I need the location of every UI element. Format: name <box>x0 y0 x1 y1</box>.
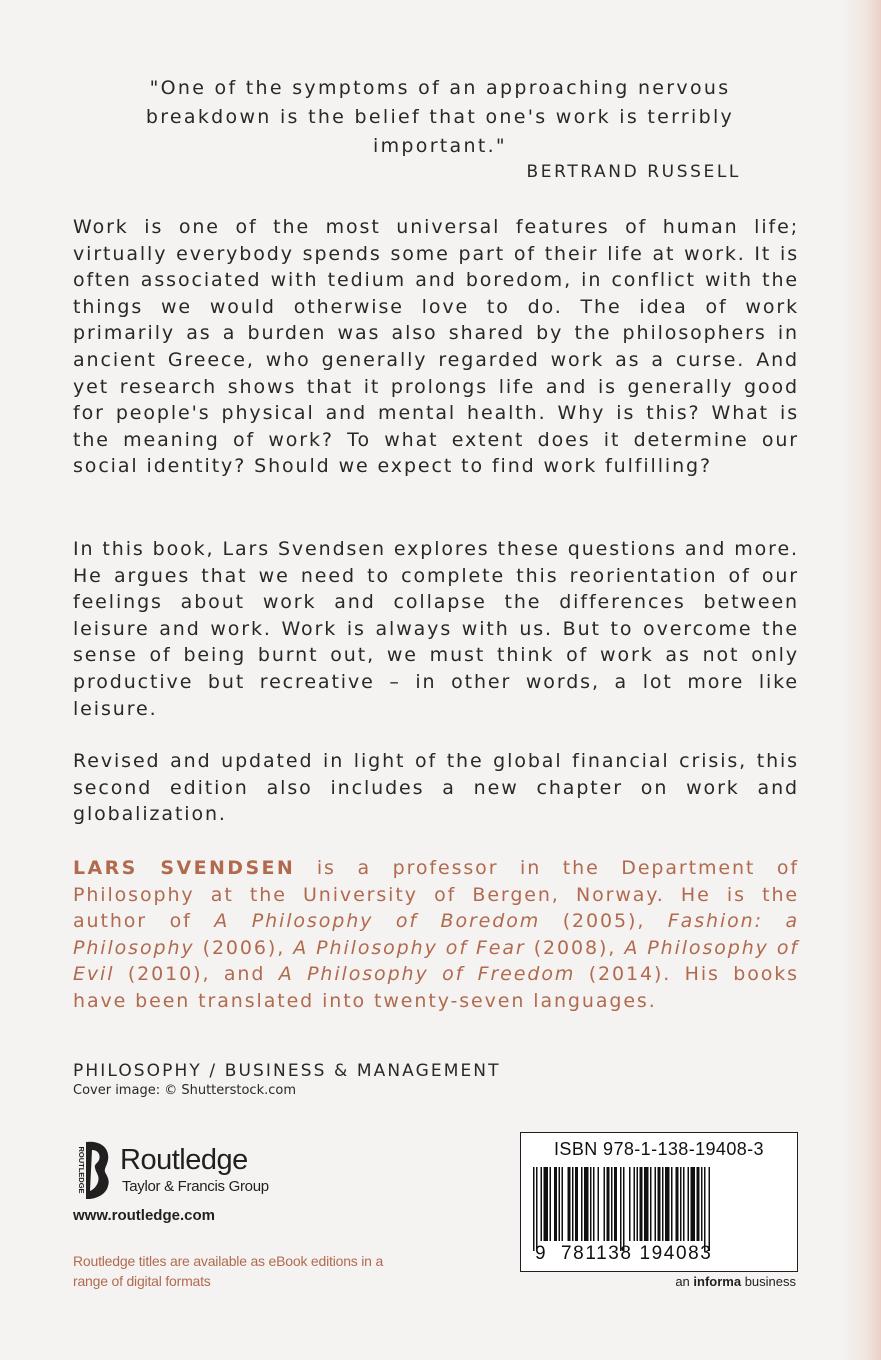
isbn-label: ISBN 978-1-138-19408-3 <box>554 1139 764 1159</box>
barcode-bar <box>671 1167 673 1241</box>
barcode-bar <box>640 1167 643 1241</box>
barcode-bar <box>701 1167 703 1241</box>
epigraph-quote: "One of the symptoms of an approaching nervous breakdown is the belief that one's work is terribly important." <box>145 77 735 157</box>
barcode-bar <box>623 1167 625 1251</box>
routledge-vertical-text: ROUTLEDGE <box>77 1146 86 1194</box>
barcode-bar <box>604 1167 606 1241</box>
barcode-bar <box>655 1167 657 1241</box>
barcode-bar <box>683 1167 685 1241</box>
informa-brand: informa <box>693 1274 742 1289</box>
barcode-bar <box>680 1167 682 1241</box>
cover-edge-glow <box>841 0 881 1360</box>
barcode-bar <box>559 1167 561 1241</box>
blurb-paragraph-2: In this book, Lars Svendsen explores these questions and more. He argues that we need to complete this reorientation of our feelings about work and collapse the differences between leisure and work. Work is always with us. But to overcome the sense of being burnt out, we must think of work as not only productive but recreative – in other words, a lot more like leisure. <box>73 538 799 720</box>
barcode-bar <box>634 1167 636 1241</box>
barcode-bar <box>709 1167 711 1251</box>
barcode-bar <box>593 1167 595 1241</box>
barcode-bar <box>575 1167 578 1241</box>
barcode-bar <box>572 1167 574 1241</box>
informa-prefix: an <box>675 1274 694 1289</box>
bio-text: is a professor in the Department of Philosophy at the University of Bergen, Norway. He is the author of <box>73 857 799 933</box>
barcode-panel <box>520 1132 798 1272</box>
bio-text: (2006), <box>194 936 294 959</box>
barcode-bar <box>550 1167 552 1241</box>
book-title: A Philosophy of Freedom <box>278 963 576 986</box>
barcode-bar <box>614 1167 617 1241</box>
barcode-bar <box>688 1167 690 1241</box>
barcode-bar <box>662 1167 664 1241</box>
author-bio <box>73 855 799 1015</box>
barcode-bar <box>650 1167 652 1241</box>
barcode-bar <box>620 1167 622 1251</box>
bio-text: (2010), and <box>114 963 279 986</box>
barcode-bar <box>611 1167 613 1241</box>
bio-text: (2014). His books have been translated into twenty-seven languages. <box>73 963 799 1012</box>
barcode-bar <box>644 1167 649 1241</box>
barcode-bar <box>598 1167 600 1241</box>
barcode-bar <box>665 1167 670 1241</box>
book-title: A Philosophy of Fear <box>293 936 526 959</box>
barcode-bar <box>676 1167 679 1241</box>
routledge-head-icon <box>70 1140 116 1200</box>
epigraph-author: BERTRAND RUSSELL <box>526 162 741 182</box>
informa-business <box>675 1274 796 1289</box>
barcode-bar <box>533 1167 535 1251</box>
author-name: LARS SVENDSEN <box>73 857 296 879</box>
publisher-group: Taylor & Francis Group <box>122 1178 269 1195</box>
barcode-bar <box>568 1167 571 1241</box>
publisher-website: www.routledge.com <box>73 1207 215 1224</box>
barcode-bar <box>607 1167 610 1241</box>
barcode-bar <box>536 1167 538 1251</box>
barcode-bar <box>697 1167 700 1241</box>
routledge-logo <box>70 1140 310 1204</box>
barcode-bar <box>562 1167 564 1241</box>
barcode-bar <box>691 1167 696 1241</box>
bio-text: (2008), <box>525 936 625 959</box>
barcode-bar <box>658 1167 661 1241</box>
publisher-name: Routledge <box>120 1144 248 1176</box>
cover-credit: Cover image: © Shutterstock.com <box>73 1083 296 1098</box>
barcode-bar <box>554 1167 557 1241</box>
book-title: Fashion: a Philosophy <box>73 910 799 959</box>
book-title: A Philosophy of Evil <box>73 936 800 986</box>
barcode-bar <box>704 1167 706 1251</box>
barcode-bar <box>541 1167 543 1241</box>
bio-text: (2005), <box>540 910 668 933</box>
book-title: A Philosophy of Boredom <box>214 910 541 933</box>
blurb-paragraph-3: Revised and updated in light of the global financial crisis, this second edition also includes a new chapter on work and globalization. <box>73 750 799 826</box>
barcode-bar <box>590 1167 592 1241</box>
barcode-bar <box>581 1167 583 1241</box>
ebook-note: Routledge titles are available as eBook editions in a range of digital formats <box>73 1253 384 1289</box>
barcode-digits: 781138 194083 <box>561 1243 713 1264</box>
barcode-bar <box>637 1167 639 1241</box>
barcode-bar <box>629 1167 631 1241</box>
barcode-bar <box>584 1167 589 1241</box>
barcode-first-digit: 9 <box>535 1243 546 1264</box>
subject-category: PHILOSOPHY / BUSINESS & MANAGEMENT <box>73 1061 501 1081</box>
informa-suffix: business <box>741 1274 796 1289</box>
barcode-icon <box>533 1167 785 1251</box>
barcode-bar <box>544 1167 549 1241</box>
blurb-paragraph-1: Work is one of the most universal features of human life; virtually everybody spends some part of their life at work. It is often associated with tedium and boredom, in conflict with the things we would otherwise love to do. The idea of work primarily as a burden was also shared by the philosophers in ancient Greece, who generally regarded work as a curse. And yet research shows that it prolongs life and is generally good for people's physical and mental health. Why is this? What is the meaning of work? To what extent does it determine our social identity? Should we expect to find work fulfilling? <box>73 216 799 478</box>
